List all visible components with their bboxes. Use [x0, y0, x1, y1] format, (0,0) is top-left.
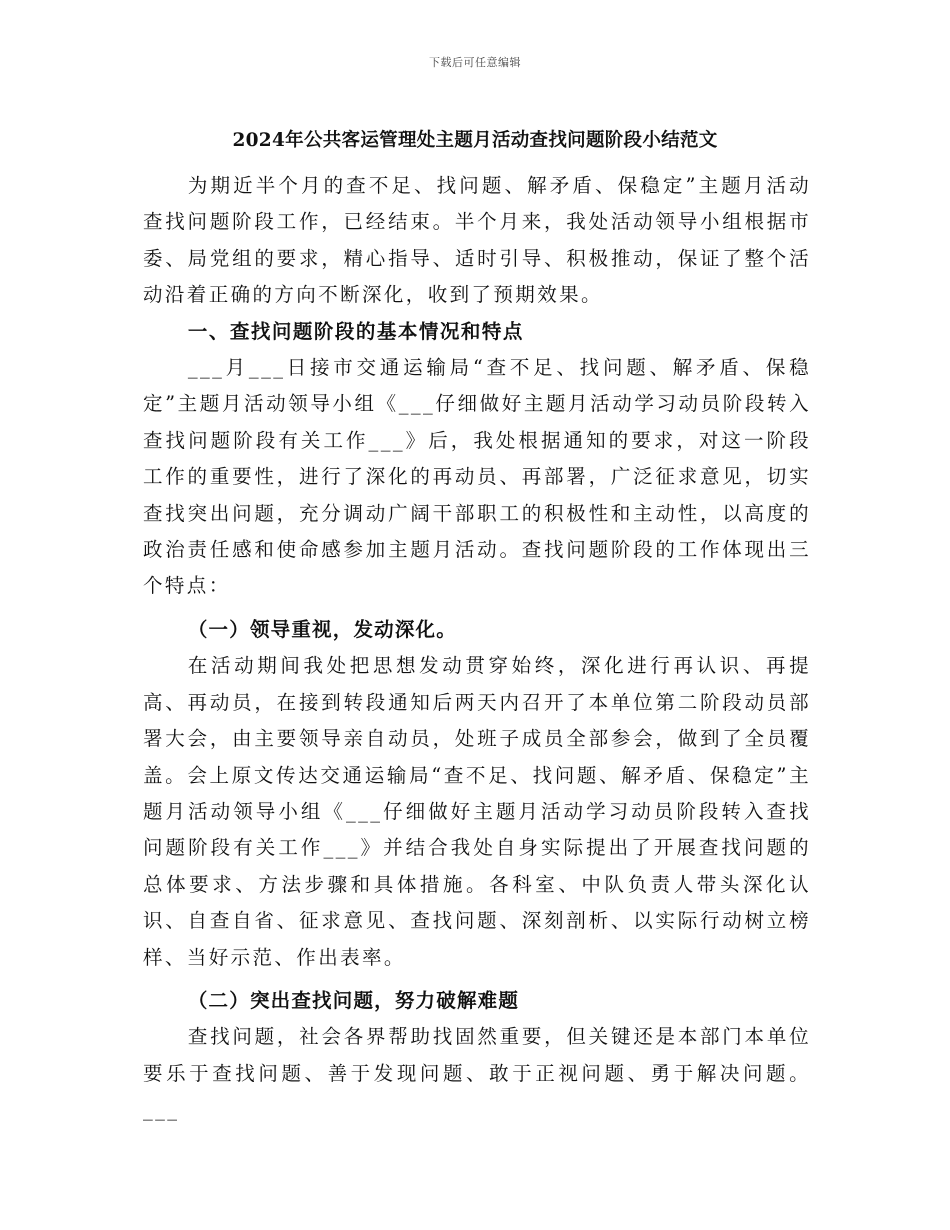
intro-paragraph: 为期近半个月的查不足、找问题、解矛盾、保稳定”主题月活动查找问题阶段工作，已经结束。半个月来，我处活动领导小组根据市委、局党组的要求，精心指导、适时引导、积极推动，保证了整个活动沿着正确的方向不断深化，收到了预期效果。 [143, 174, 811, 307]
document-body [143, 168, 811, 1129]
subsection-heading-1: （一）领导重视，发动深化。 [187, 617, 457, 641]
document-title: 2024年公共客运管理处主题月活动查找问题阶段小结范文 [232, 130, 718, 151]
subsection-paragraph-2: 查找问题，社会各界帮助找固然重要，但关键还是本部门本单位要乐于查找问题、善于发现问题、敢于正视问题、勇于解决问题。___ [143, 1025, 811, 1122]
subsection-paragraph-1: 在活动期间我处把思想发动贯穿始终，深化进行再认识、再提高、再动员，在接到转段通知后两天内召开了本单位第二阶段动员部署大会，由主要领导亲自动员，处班子成员全部参会，做到了全员覆盖。会上原文传达交通运输局“查不足、找问题、解矛盾、保稳定”主题月活动领导小组《___仔细做好主题月活动学习动员阶段转入查找问题阶段有关工作___》并结合我处自身实际提出了开展查找问题的总体要求、方法步骤和具体措施。各科室、中队负责人带头深化认识、自查自省、征求意见、查找问题、深刻剖析、以实际行动树立榜样、当好示范、作出表率。 [143, 654, 811, 969]
section-paragraph: ___月___日接市交通运输局“查不足、找问题、解矛盾、保稳定”主题月活动领导小组《___仔细做好主题月活动学习动员阶段转入查找问题阶段有关工作___》后，我处根据通知的要求，对这一阶段工作的重要性，进行了深化的再动员、再部署，广泛征求意见，切实查找突出问题，充分调动广阔干部职工的积极性和主动性，以高度的政治责任感和使命感参加主题月活动。查找问题阶段的工作体现出三个特点： [143, 356, 811, 598]
section-heading: 一、查找问题阶段的基本情况和特点 [187, 319, 524, 343]
header-note: 下载后可任意编辑 [429, 56, 521, 69]
subsection-heading-2: （二）突出查找问题，努力破解难题 [187, 988, 520, 1012]
